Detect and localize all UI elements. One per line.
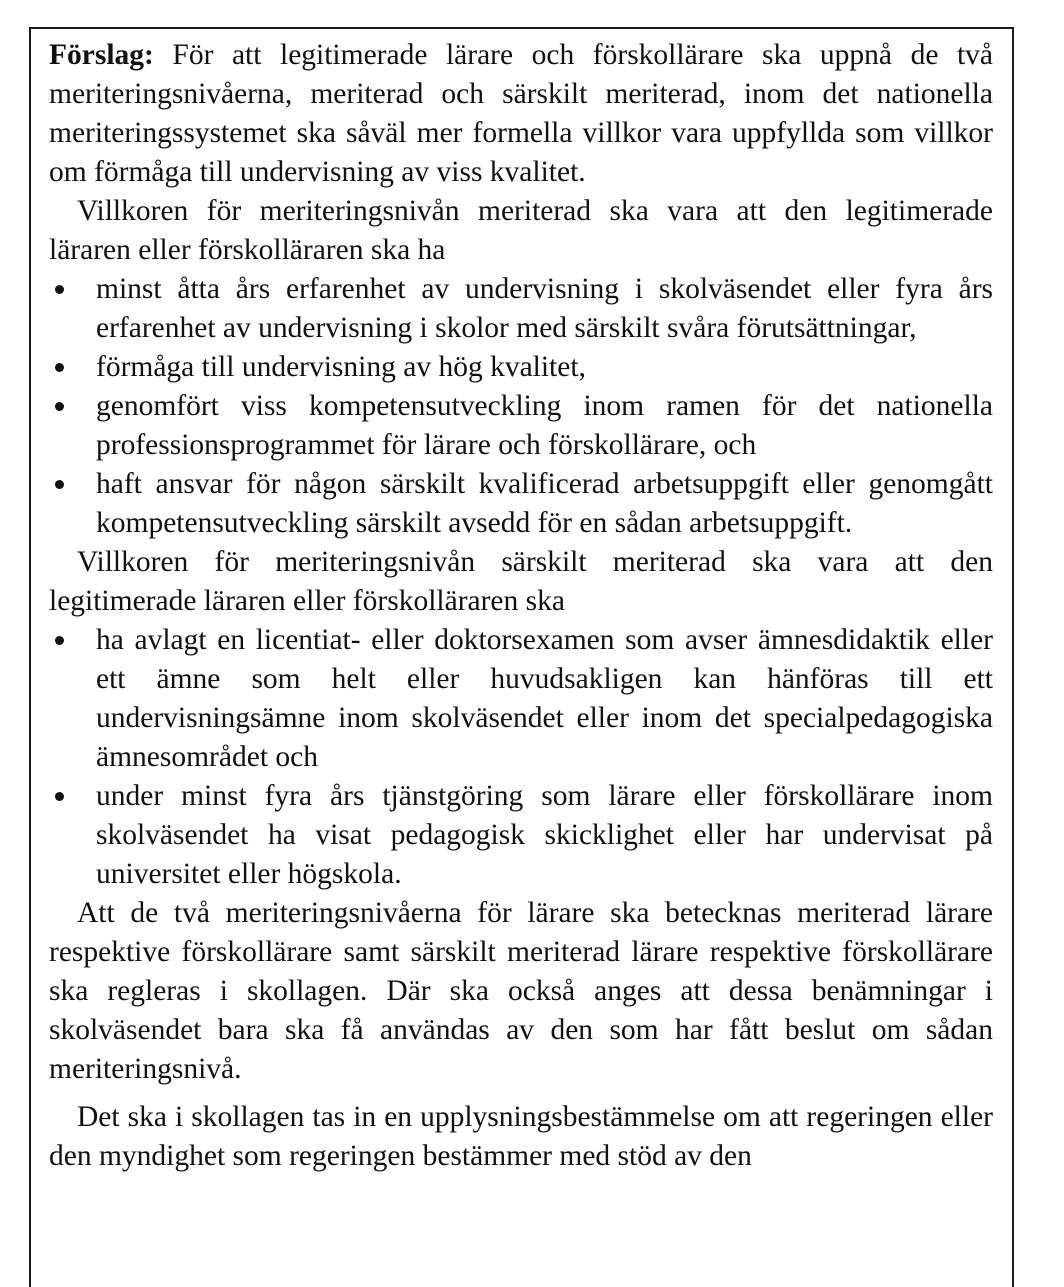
designation-paragraph: Att de två meriteringsnivåerna för lärare ska betecknas meriterad lärare respektive förskollärare samt särskilt meriterad lärare respektive förskollärare ska regleras i skollagen. Där ska också anges att dessa benämningar i skolväsendet bara ska få användas av den som har fått beslut om sådan meriteringsnivå. — [49, 897, 993, 1085]
meriterad-conditions-list — [49, 270, 993, 543]
bullet-icon — [55, 402, 64, 411]
list-item — [49, 621, 993, 777]
list-item-text: minst åtta års erfarenhet av undervisning i skolväsendet eller fyra års erfarenhet av undervisning i skolor med särskilt svåra förutsättningar, — [96, 273, 993, 344]
list-item-text: haft ansvar för någon särskilt kvalificerad arbetsuppgift eller genomgått kompetensutveckling särskilt avsedd för en sådan arbetsuppgift. — [96, 468, 993, 539]
proposal-paragraph — [49, 36, 993, 192]
list-item — [49, 270, 993, 348]
bullet-icon — [55, 363, 64, 372]
list-item — [49, 465, 993, 543]
list-item — [49, 348, 993, 387]
list-item-text: ha avlagt en licentiat- eller doktorsexamen som avser ämnesdidaktik eller ett ämne som helt eller huvudsakligen kan hänföras till ett undervisningsämne inom skolväsendet eller inom det specialpedagogiska ämnesområdet och — [96, 624, 993, 773]
final-paragraph: Det ska i skollagen tas in en upplysningsbestämmelse om att regeringen eller den myndighet som regeringen bestämmer med stöd av den — [49, 1101, 993, 1172]
sarskilt-intro: Villkoren för meriteringsnivån särskilt meriterad ska vara att den legitimerade läraren eller förskolläraren ska — [49, 546, 993, 617]
proposal-box — [49, 36, 993, 1176]
bullet-icon — [55, 480, 64, 489]
proposal-text: För att legitimerade lärare och förskollärare ska uppnå de två meriteringsnivåerna, meriterad och särskilt meriterad, inom det nationella meriteringssystemet ska såväl mer formella villkor vara uppfyllda som villkor om förmåga till undervisning av viss kvalitet. — [49, 39, 993, 188]
sarskilt-conditions-list — [49, 621, 993, 894]
list-item — [49, 777, 993, 894]
list-item-text: genomfört viss kompetensutveckling inom ramen för det nationella professionsprogrammet för lärare och förskollärare, och — [96, 390, 993, 461]
list-item — [49, 387, 993, 465]
bullet-icon — [55, 792, 64, 801]
proposal-lead: Förslag: — [49, 39, 154, 71]
list-item-text: förmåga till undervisning av hög kvalitet, — [96, 351, 586, 383]
list-item-text: under minst fyra års tjänstgöring som lärare eller förskollärare inom skolväsendet ha visat pedagogisk skicklighet eller har undervisat på universitet eller högskola. — [96, 780, 993, 890]
bullet-icon — [55, 285, 64, 294]
bullet-icon — [55, 636, 64, 645]
meriterad-intro: Villkoren för meriteringsnivån meriterad ska vara att den legitimerade läraren eller förskolläraren ska ha — [49, 195, 993, 266]
